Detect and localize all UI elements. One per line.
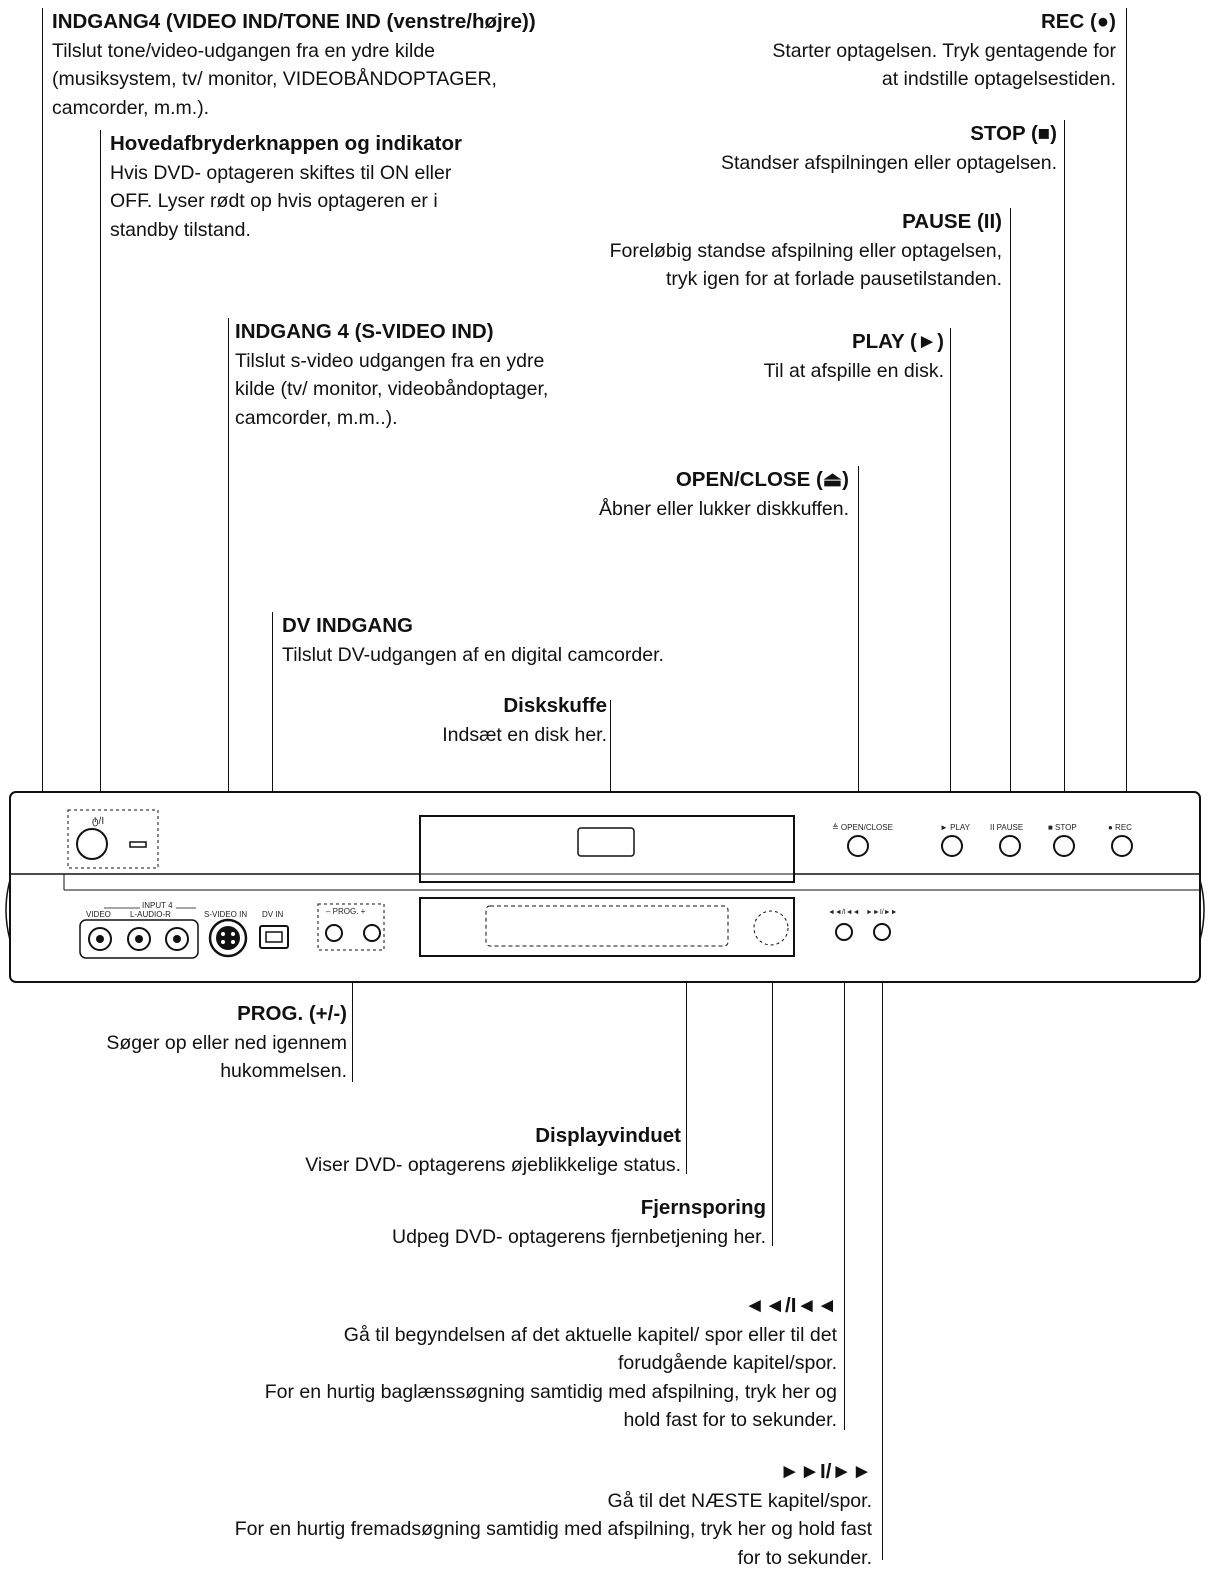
rec-label: ● REC [1108, 823, 1132, 832]
callout-title: STOP (■) [721, 120, 1057, 149]
callout-line: camcorder, m.m.). [52, 94, 536, 123]
callout-title: Displayvinduet [305, 1122, 681, 1151]
callout-rec [772, 8, 1116, 94]
callout-stop [721, 120, 1057, 177]
callout-display [305, 1122, 681, 1179]
callout-line: Til at afspille en disk. [764, 357, 944, 386]
callout-line: OFF. Lyser rødt op hvis optageren er i [110, 187, 462, 216]
audio-label: L-AUDIO-R [130, 910, 171, 919]
callout-line: hold fast for to sekunder. [265, 1406, 837, 1435]
callout-title: ◄◄/I◄◄ [265, 1292, 837, 1321]
callout-ffw [235, 1458, 872, 1572]
play-label: ► PLAY [940, 823, 971, 832]
callout-title: Fjernsporing [392, 1194, 766, 1223]
stop-button[interactable] [1054, 836, 1074, 856]
input4-label: INPUT 4 [142, 901, 173, 910]
callout-title: OPEN/CLOSE (⏏) [599, 466, 849, 495]
tray-window [578, 828, 634, 856]
callout-line: Standser afspilningen eller optagelsen. [721, 149, 1057, 178]
callout-title: ►►I/►► [235, 1458, 872, 1487]
callout-title: PROG. (+/-) [106, 1000, 347, 1029]
callout-title: PLAY (►) [764, 328, 944, 357]
callout-title: PAUSE (II) [610, 208, 1002, 237]
callout-line: forudgående kapitel/spor. [265, 1349, 837, 1378]
callout-line: standby tilstand. [110, 216, 462, 245]
prog-plus-button[interactable] [364, 925, 380, 941]
ffw-skip-button[interactable] [874, 924, 890, 940]
callout-title: REC (●) [772, 8, 1116, 37]
display-window [420, 898, 794, 956]
callout-title: INDGANG 4 (S-VIDEO IND) [235, 318, 548, 347]
callout-line: Hvis DVD- optageren skiftes til ON eller [110, 159, 462, 188]
callout-line: hukommelsen. [106, 1057, 347, 1086]
callout-line: camcorder, m.m..). [235, 404, 548, 433]
callout-remote [392, 1194, 766, 1251]
power-button[interactable] [77, 829, 107, 859]
callout-play [764, 328, 944, 385]
callout-line: Indsæt en disk her. [442, 721, 607, 750]
stop-label: ■ STOP [1048, 823, 1077, 832]
dvd-recorder-front-panel [0, 780, 1209, 1000]
callout-dv [282, 612, 664, 669]
callout-title: Hovedafbryderknappen og indikator [110, 130, 462, 159]
leader-line [1064, 120, 1065, 838]
dv-jack[interactable] [260, 926, 288, 948]
rew-label: ◄◄/I◄◄ [828, 909, 860, 916]
callout-svideo [235, 318, 548, 432]
callout-line: at indstille optagelsestiden. [772, 65, 1116, 94]
callout-power [110, 130, 462, 244]
rew-skip-button[interactable] [836, 924, 852, 940]
pause-button[interactable] [1000, 836, 1020, 856]
callout-line: (musiksystem, tv/ monitor, VIDEOBÅNDOPTAGER, [52, 65, 536, 94]
callout-line: Foreløbig standse afspilning eller optagelsen, [610, 237, 1002, 266]
prog-label: – PROG. + [326, 907, 366, 916]
callout-openclose [599, 466, 849, 523]
callout-prog [106, 1000, 347, 1086]
open-close-label: ≜ OPEN/CLOSE [832, 823, 893, 832]
callout-line: Tilslut tone/video-udgangen fra en ydre kilde [52, 37, 536, 66]
leader-line [882, 936, 883, 1560]
callout-line: Gå til begyndelsen af det aktuelle kapitel/ spor eller til det [265, 1321, 837, 1350]
leader-line [950, 328, 951, 838]
play-button[interactable] [942, 836, 962, 856]
callout-line: Tilslut s-video udgangen fra en ydre [235, 347, 548, 376]
callout-tray [442, 692, 607, 749]
ffw-label: ►►I/►► [866, 909, 898, 916]
prog-minus-button[interactable] [326, 925, 342, 941]
callout-pause [610, 208, 1002, 294]
dv-label: DV IN [262, 910, 284, 919]
rec-button[interactable] [1112, 836, 1132, 856]
callout-line: For en hurtig baglænssøgning samtidig med afspilning, tryk her og [265, 1378, 837, 1407]
callout-line: Tilslut DV-udgangen af en digital camcorder. [282, 641, 664, 670]
leader-line [1126, 8, 1127, 838]
callout-line: Åbner eller lukker diskkuffen. [599, 495, 849, 524]
video-label: VIDEO [86, 910, 111, 919]
leader-line [1010, 208, 1011, 838]
callout-line: tryk igen for at forlade pausetilstanden. [610, 265, 1002, 294]
leader-line [844, 936, 845, 1430]
callout-input4-av [52, 8, 536, 122]
svideo-label: S-VIDEO IN [204, 910, 247, 919]
callout-line: For en hurtig fremadsøgning samtidig med afspilning, tryk her og hold fast [235, 1515, 872, 1544]
callout-line: Starter optagelsen. Tryk gentagende for [772, 37, 1116, 66]
callout-line: for to sekunder. [235, 1544, 872, 1572]
callout-rew [265, 1292, 837, 1435]
leader-line [100, 130, 101, 808]
open-close-button[interactable] [848, 836, 868, 856]
power-label: ტ/I [92, 816, 104, 827]
callout-title: DV INDGANG [282, 612, 664, 641]
pause-label: II PAUSE [990, 823, 1023, 832]
callout-line: Gå til det NÆSTE kapitel/spor. [235, 1487, 872, 1516]
callout-line: Udpeg DVD- optagerens fjernbetjening her. [392, 1223, 766, 1252]
callout-line: kilde (tv/ monitor, videobåndoptager, [235, 375, 548, 404]
callout-line: Viser DVD- optagerens øjeblikkelige status. [305, 1151, 681, 1180]
callout-line: Søger op eller ned igennem [106, 1029, 347, 1058]
callout-title: INDGANG4 (VIDEO IND/TONE IND (venstre/højre)) [52, 8, 536, 37]
callout-title: Diskskuffe [442, 692, 607, 721]
